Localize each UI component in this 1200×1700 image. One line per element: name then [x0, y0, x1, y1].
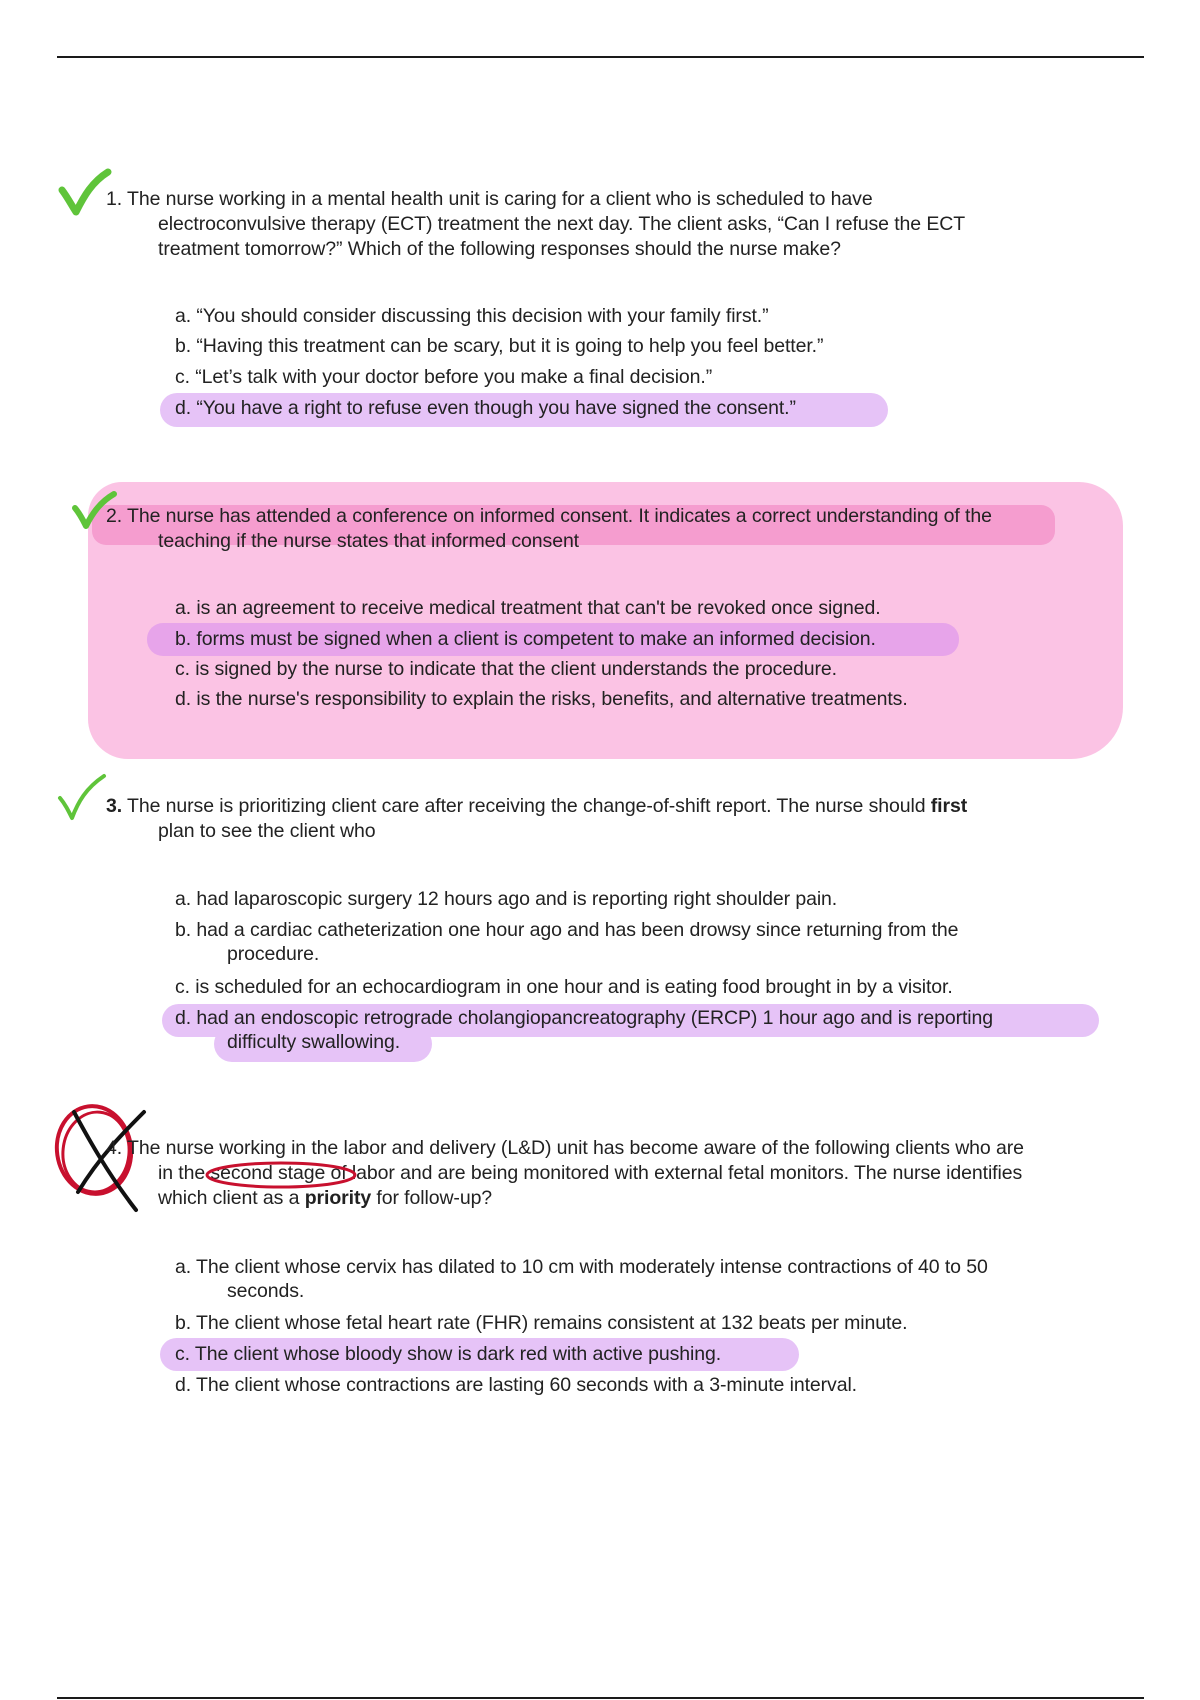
answer-option-text: difficulty swallowing.	[227, 1031, 401, 1053]
question-number: 4.	[106, 1137, 123, 1159]
question-stem: teaching if the nurse states that informed consent	[158, 530, 580, 552]
answer-option: a. had laparoscopic surgery 12 hours ago and is reporting right shoulder pain.	[175, 888, 838, 910]
question-stem-text: of labor and are being monitored with external fetal monitors. The nurse identifies	[325, 1162, 1023, 1184]
question-number: 1.	[106, 188, 123, 210]
question-stem-text: for follow-up?	[371, 1187, 493, 1209]
emphasis-text: first	[930, 795, 968, 817]
question-number: 3.	[106, 795, 123, 817]
question-stem: The nurse has attended a conference on informed consent. It indicates a correct understanding of the	[127, 505, 992, 527]
question-stem: electroconvulsive therapy (ECT) treatment the next day. The client asks, “Can I refuse the ECT	[158, 213, 966, 235]
answer-option: a. “You should consider discussing this decision with your family first.”	[175, 305, 769, 327]
answer-option: d. is the nurse's responsibility to explain the risks, benefits, and alternative treatments.	[175, 688, 908, 710]
answer-option-selected: d. “You have a right to refuse even though you have signed the consent.”	[175, 397, 796, 419]
question-stem: The nurse working in a mental health unit is caring for a client who is scheduled to have	[127, 188, 873, 210]
question-number: 2.	[106, 505, 123, 527]
emphasis-text: priority	[304, 1187, 372, 1209]
question-stem: treatment tomorrow?” Which of the following responses should the nurse make?	[158, 238, 841, 260]
question-3	[106, 794, 1126, 844]
question-stem	[127, 795, 967, 817]
answer-option: d. The client whose contractions are lasting 60 seconds with a 3-minute interval.	[175, 1374, 857, 1396]
bottom-rule	[57, 1697, 1144, 1699]
question-stem: plan to see the client who	[158, 820, 376, 842]
question-2	[106, 504, 1126, 554]
answer-option: c. is signed by the nurse to indicate that the client understands the procedure.	[175, 658, 837, 680]
answer-option-selected: b. forms must be signed when a client is competent to make an informed decision.	[175, 628, 876, 650]
circle-annotation-icon	[203, 1160, 359, 1190]
check-mark-icon	[56, 772, 110, 826]
answer-option: c. is scheduled for an echocardiogram in one hour and is eating food brought in by a visitor.	[175, 976, 953, 998]
answer-option-selected: c. The client whose bloody show is dark red with active pushing.	[175, 1343, 722, 1365]
answer-option-selected: d. had an endoscopic retrograde cholangiopancreatography (ERCP) 1 hour ago and is reporting	[175, 1007, 994, 1029]
answer-option: b. had a cardiac catheterization one hour ago and has been drowsy since returning from the	[175, 919, 959, 941]
answer-option: b. “Having this treatment can be scary, but it is going to help you feel better.”	[175, 335, 824, 357]
question-1	[106, 187, 1126, 262]
answer-option-continuation	[175, 942, 1105, 966]
question-stem-text: The nurse is prioritizing client care after receiving the change-of-shift report. The nurse should	[127, 795, 931, 817]
top-rule	[57, 56, 1144, 58]
answer-option: a. The client whose cervix has dilated to 10 cm with moderately intense contractions of 40 to 50	[175, 1256, 988, 1278]
question-stem: The nurse working in the labor and delivery (L&D) unit has become aware of the following clients who are	[127, 1137, 1024, 1159]
answer-option: a. is an agreement to receive medical treatment that can't be revoked once signed.	[175, 597, 881, 619]
circled-phrase: second stage	[210, 1162, 326, 1184]
answer-option-continuation	[175, 1030, 1105, 1054]
answer-option-continuation	[175, 1279, 1105, 1303]
question-stem-text: which client as a	[158, 1187, 305, 1209]
answer-option-text: seconds.	[227, 1280, 305, 1302]
answer-option: c. “Let’s talk with your doctor before you make a final decision.”	[175, 366, 713, 388]
question-stem-text: in the	[158, 1162, 211, 1184]
answer-option-text: procedure.	[227, 943, 320, 965]
answer-option: b. The client whose fetal heart rate (FHR) remains consistent at 132 beats per minute.	[175, 1312, 908, 1334]
